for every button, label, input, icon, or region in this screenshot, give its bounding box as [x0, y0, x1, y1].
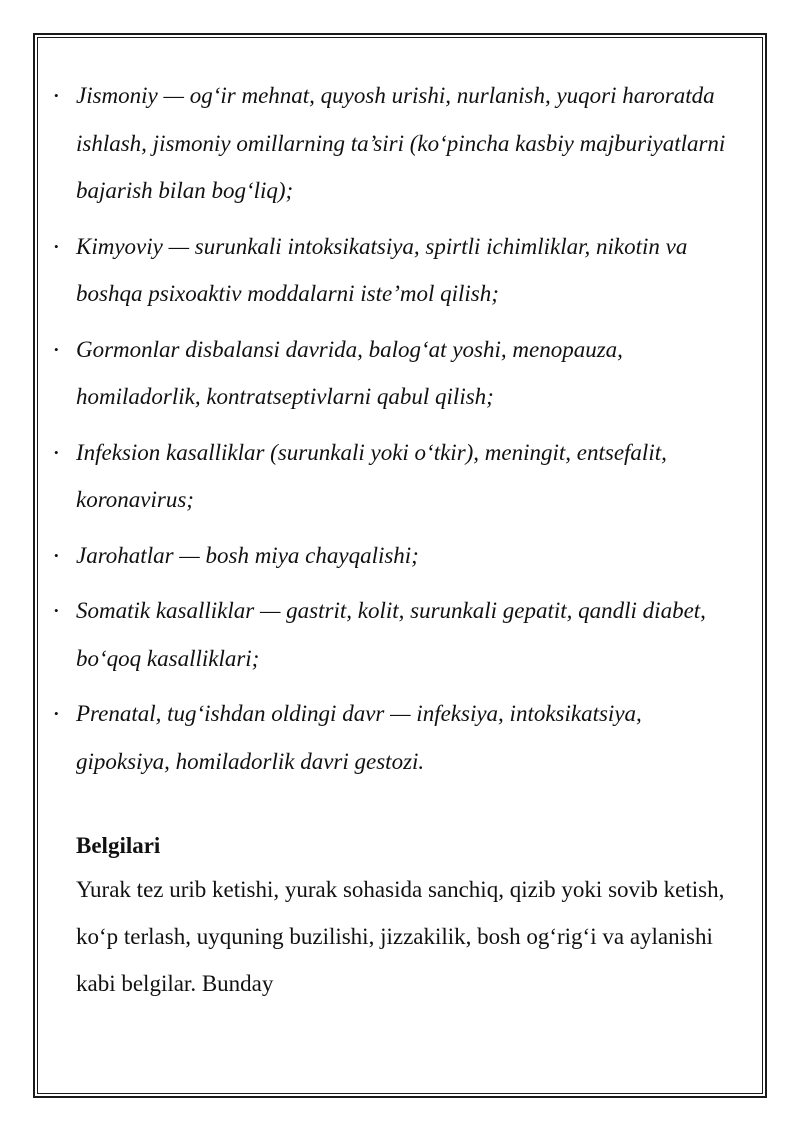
list-item-text: Kimyoviy — surunkali intoksikatsiya, spirtli ichimliklar, nikotin va boshqa psixoaktiv moddalarni iste’mol qilish;	[76, 233, 688, 306]
page-content	[54, 72, 726, 1007]
list-item-text: Somatik kasalliklar — gastrit, kolit, surunkali gepatit, qandli diabet, bo‘qoq kasalliklari;	[76, 598, 706, 671]
list-item	[54, 690, 726, 785]
list-item	[54, 72, 726, 215]
symptoms-section	[76, 832, 726, 1007]
section-paragraph: Yurak tez urib ketishi, yurak sohasida sanchiq, qizib yoki sovib ketish, ko‘p terlash, uyquning buzilishi, jizzakilik, bosh og‘rig‘i va aylanishi kabi belgilar. Bunday	[76, 877, 725, 996]
list-item	[54, 532, 726, 580]
list-item-text: Prenatal, tug‘ishdan oldingi davr — infeksiya, intoksikatsiya, gipoksiya, homiladorlik davri gestozi.	[76, 701, 642, 774]
bullet-icon: •	[54, 603, 59, 618]
list-item	[54, 223, 726, 318]
list-item-text: Gormonlar disbalansi davrida, balog‘at yoshi, menopauza, homiladorlik, kontratseptivlarni qabul qilish;	[76, 336, 623, 409]
bullet-icon: •	[54, 341, 59, 357]
bullet-icon: •	[54, 547, 59, 563]
list-item	[54, 326, 726, 421]
list-item-text: Infeksion kasalliklar (surunkali yoki o‘tkir), meningit, entsefalit, koronavirus;	[76, 439, 667, 512]
list-item-text: Jismoniy — og‘ir mehnat, quyosh urishi, nurlanish, yuqori haroratda ishlash, jismoniy omillarning ta’siri (ko‘pincha kasbiy majburiyatlarni bajarish bilan bog‘liq);	[76, 83, 726, 203]
list-item-text: Jarohatlar — bosh miya chayqalishi;	[76, 542, 419, 568]
list-item	[54, 429, 726, 524]
bullet-icon: •	[54, 88, 59, 103]
list-item	[54, 587, 726, 682]
bullet-icon: •	[54, 706, 59, 721]
causes-list	[54, 72, 726, 785]
bullet-icon: •	[54, 238, 59, 254]
bullet-icon: •	[54, 444, 59, 460]
section-heading: Belgilari	[76, 833, 161, 858]
